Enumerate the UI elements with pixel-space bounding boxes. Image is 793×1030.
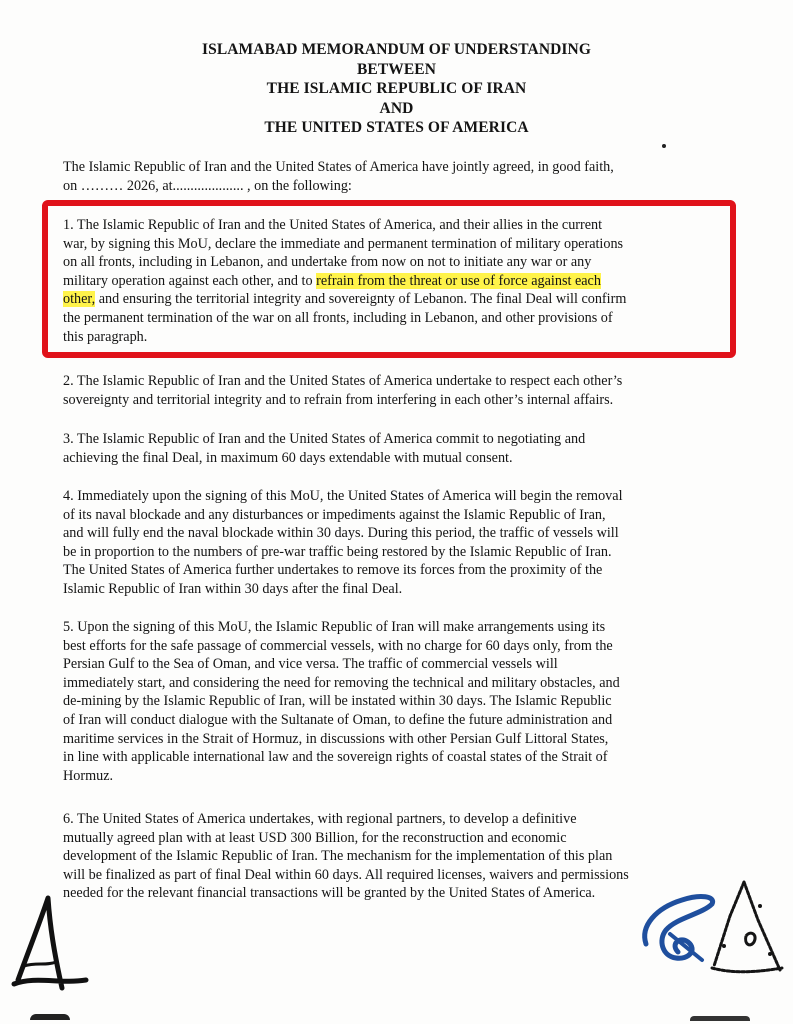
document-title: [0, 40, 793, 138]
text-line: of its naval blockade and any disturbances or impediments against the Islamic Republic of Iran,: [63, 506, 606, 523]
text-line: 3. The Islamic Republic of Iran and the United States of America commit to negotiating and: [63, 431, 586, 447]
text-line: best efforts for the safe passage of commercial vessels, with no charge for 60 days only, from the: [63, 637, 613, 654]
bottom-cropped-mark: [690, 1016, 750, 1029]
text-line: mutually agreed plan with at least USD 300 Billion, for the reconstruction and economic: [63, 829, 567, 846]
text-line: [63, 290, 723, 309]
text-line: in line with applicable international law and the sovereign rights of coastal states of the Strait of: [63, 749, 608, 766]
text-line: the permanent termination of the war on all fronts, including in Lebanon, and other provisions of: [63, 309, 613, 326]
text-line: on all fronts, including in Lebanon, and undertake from now on not to initiate any war or any: [63, 254, 592, 271]
paragraph-1: [63, 216, 723, 346]
text-line: this paragraph.: [63, 328, 148, 345]
text-line: 4. Immediately upon the signing of this MoU, the United States of America will begin the removal: [63, 488, 623, 504]
right-initial-signature: [700, 876, 790, 986]
intro-paragraph: [63, 158, 723, 195]
paragraph-3: [63, 430, 723, 467]
paragraph-6: [63, 810, 723, 903]
highlighted-text: other,: [63, 291, 96, 308]
text-line: 1. The Islamic Republic of Iran and the United States of America, and their allies in the current: [63, 217, 603, 233]
text-line: 5. Upon the signing of this MoU, the Islamic Republic of Iran will make arrangements using its: [63, 619, 606, 635]
text-line: of Iran will conduct dialogue with the Sultanate of Oman, to define the future administration and: [63, 711, 613, 728]
text-line: immediately start, and considering the need for removing the technical and military obstacles, and: [63, 674, 620, 691]
text-line: will be finalized as part of final Deal within 60 days. All required licenses, waivers and permissions: [63, 866, 629, 883]
text-line: Islamic Republic of Iran within 30 days after the final Deal.: [63, 580, 403, 597]
text-line: development of the Islamic Republic of Iran. The mechanism for the implementation of this plan: [63, 848, 613, 865]
text-segment: military operation against each other, and to: [63, 272, 317, 289]
text-line: The United States of America further undertakes to remove its forces from the proximity of the: [63, 562, 603, 579]
text-line: on ……… 2026, at.................... , on the following:: [63, 177, 352, 194]
title-line: BETWEEN: [356, 60, 437, 78]
text-line: Hormuz.: [63, 767, 114, 784]
title-line: AND: [379, 99, 414, 117]
stray-dot: [662, 144, 666, 148]
title-line: THE ISLAMIC REPUBLIC OF IRAN: [266, 80, 527, 97]
left-initial-signature: [10, 892, 90, 1002]
paragraph-2: [63, 372, 723, 409]
highlighted-text: refrain from the threat or use of force against each: [316, 272, 601, 289]
text-line: needed for the relevant financial transactions will be granted by the United States of America.: [63, 885, 596, 902]
paragraph-5: [63, 618, 723, 785]
text-line: 6. The United States of America undertakes, with regional partners, to develop a definitive: [63, 811, 577, 827]
text-line: be in proportion to the numbers of pre-war traffic being restored by the Islamic Republic of Iran.: [63, 543, 612, 560]
text-line: and will fully end the naval blockade within 30 days. During this period, the traffic of vessels will: [63, 525, 619, 542]
text-line: 2. The Islamic Republic of Iran and the United States of America undertake to respect each other’s: [63, 373, 623, 389]
title-line: THE UNITED STATES OF AMERICA: [264, 119, 529, 136]
text-line: The Islamic Republic of Iran and the United States of America have jointly agreed, in good faith,: [63, 159, 614, 175]
text-line: achieving the final Deal, in maximum 60 days extendable with mutual consent.: [63, 449, 513, 466]
text-segment: and ensuring the territorial integrity and sovereignty of Lebanon. The final Deal will confirm: [95, 291, 627, 308]
text-line: de-mining by the Islamic Republic of Iran, will be instated within 30 days. The Islamic Republic: [63, 693, 612, 710]
text-line: [63, 272, 723, 291]
bottom-cropped-mark: [30, 1014, 70, 1030]
text-line: sovereignty and territorial integrity and to refrain from interfering in each other’s internal affairs.: [63, 391, 614, 408]
title-line: ISLAMABAD MEMORANDUM OF UNDERSTANDING: [201, 41, 592, 58]
text-line: maritime services in the Strait of Hormuz, in discussions with other Persian Gulf Littoral States,: [63, 730, 609, 747]
paragraph-4: [63, 487, 723, 599]
text-line: Persian Gulf to the Sea of Oman, and vice versa. The traffic of commercial vessels will: [63, 656, 558, 673]
text-line: war, by signing this MoU, declare the immediate and permanent termination of military operations: [63, 235, 624, 252]
